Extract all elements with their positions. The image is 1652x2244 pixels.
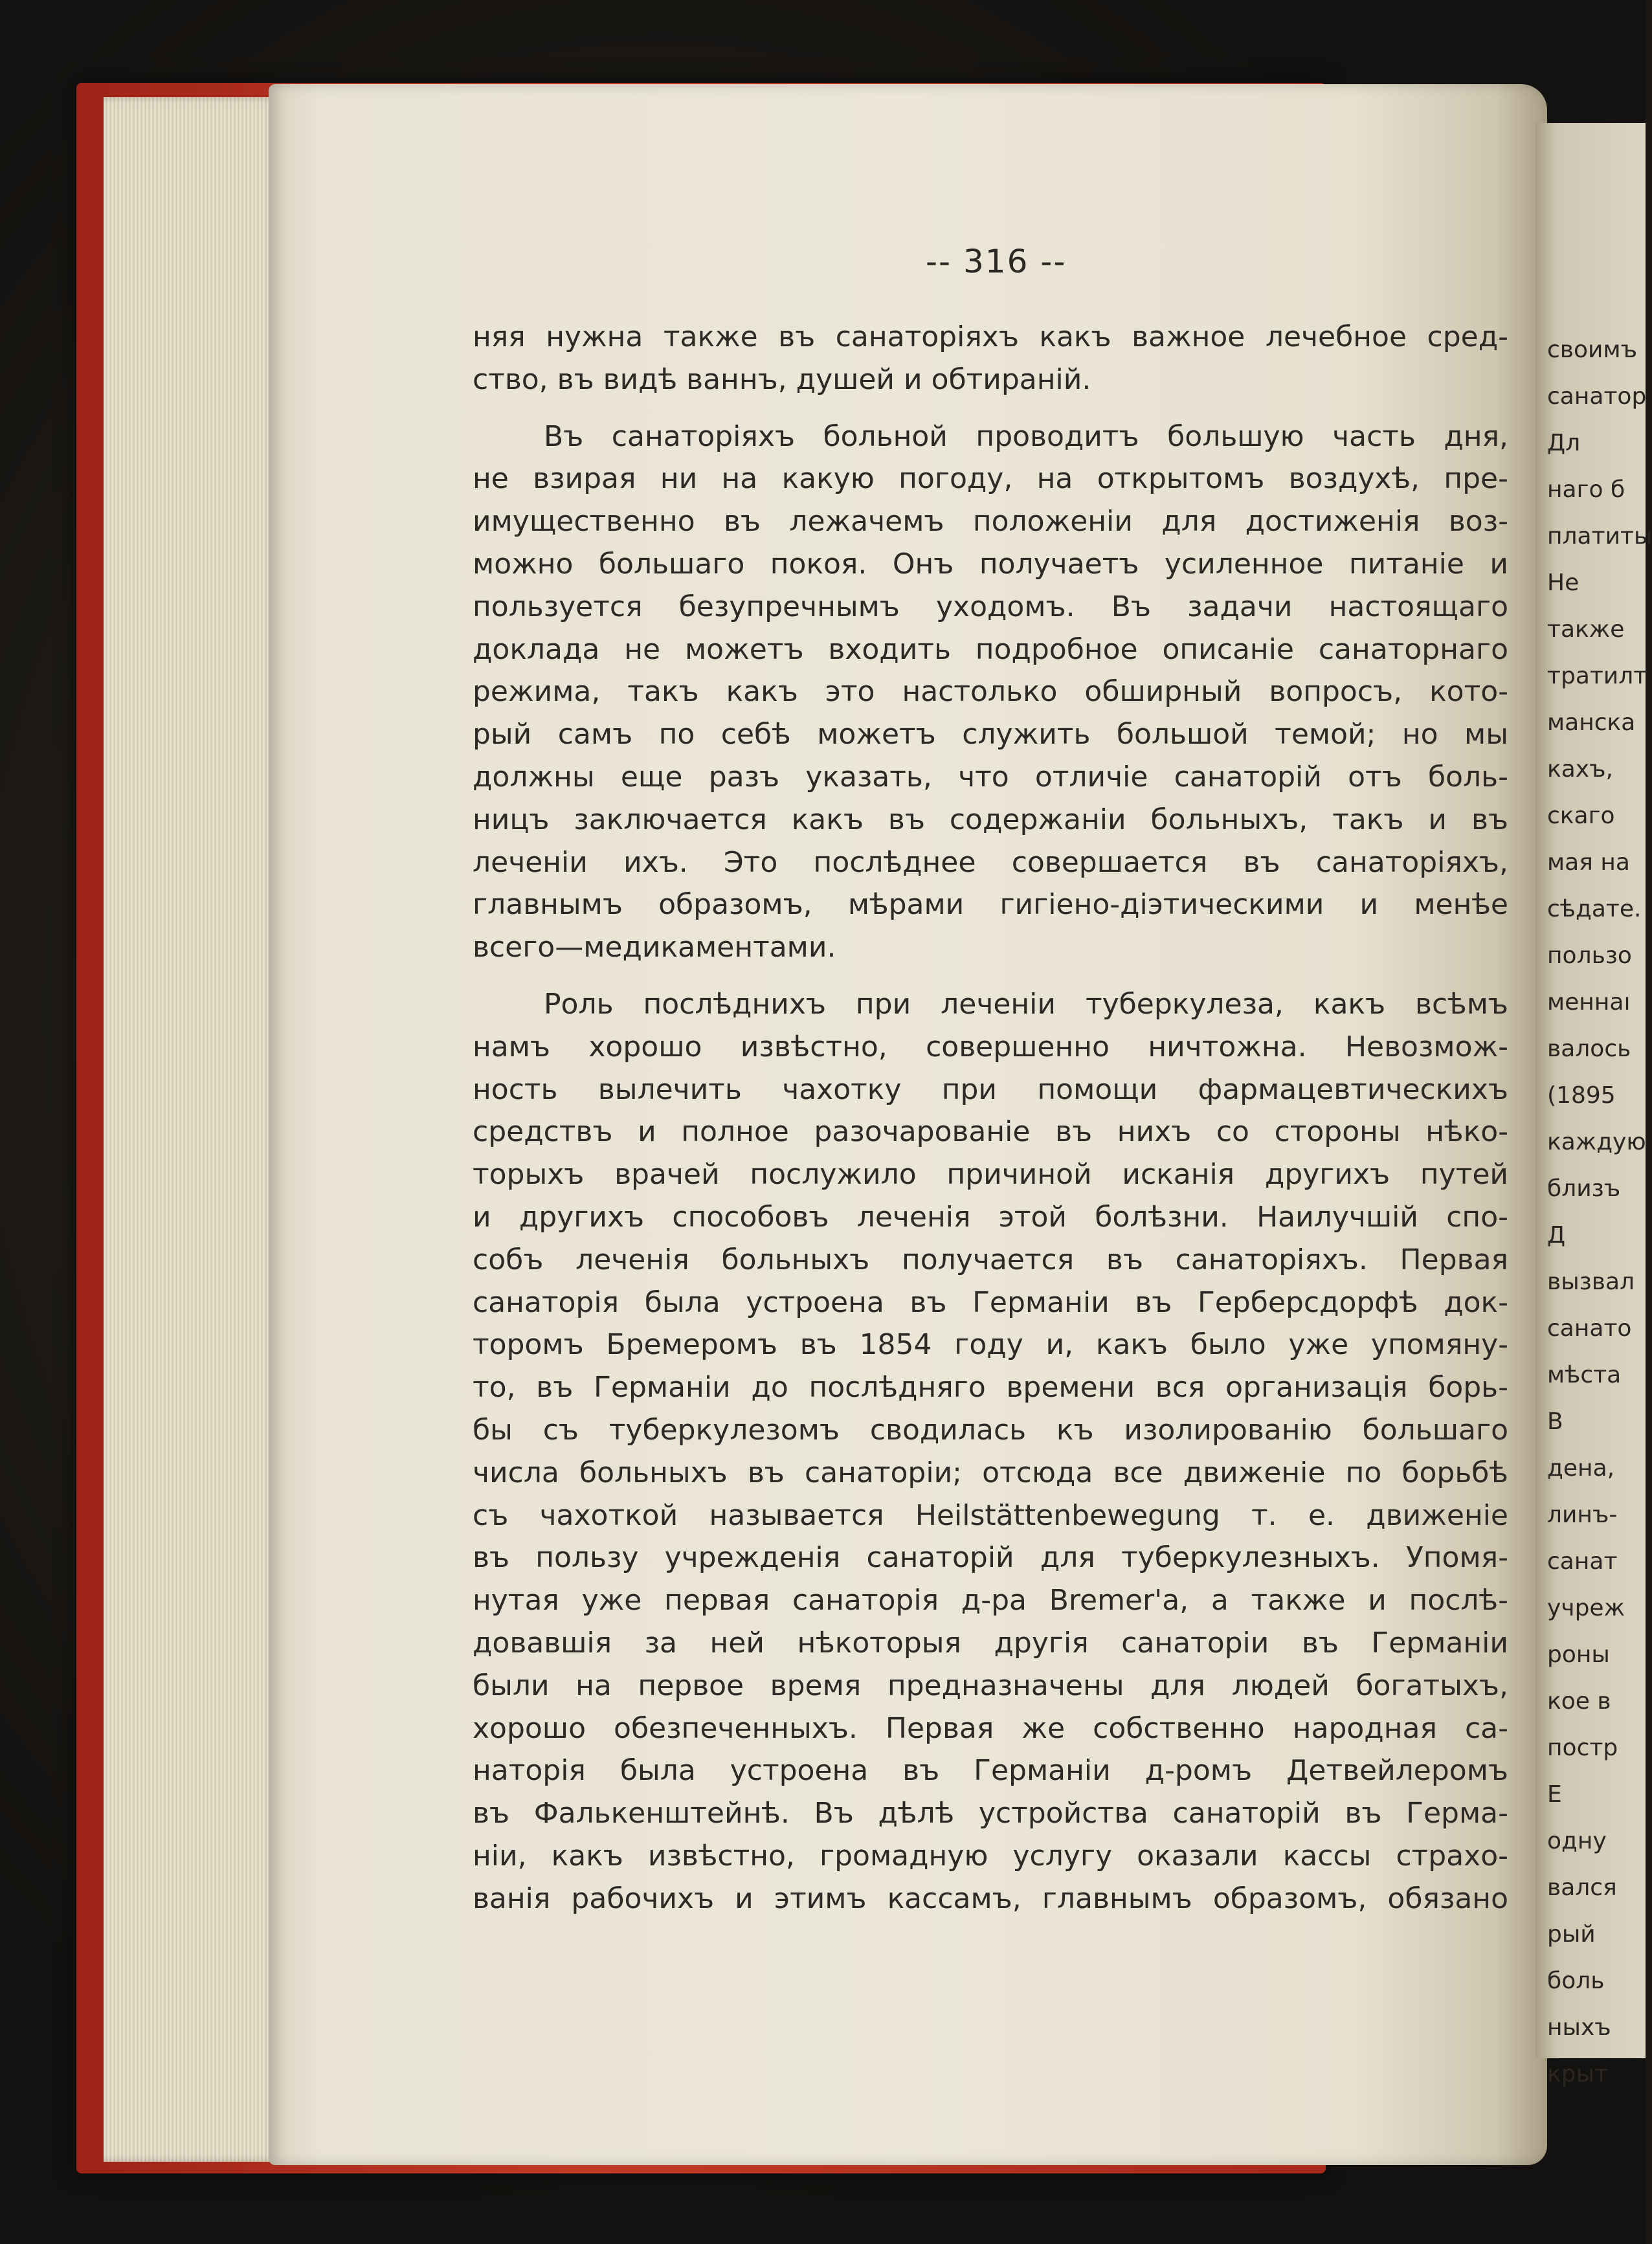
text-line: довавшія за ней нѣкоторыя другія санаторіи въ Германіи (473, 1626, 1508, 1660)
text-line: нутая уже первая санаторія д-ра Bremer'а, а также и послѣ- (473, 1584, 1508, 1617)
adjacent-page-text: вался (1547, 1874, 1617, 1901)
adjacent-page-text: рый (1547, 1921, 1596, 1948)
adjacent-page-text: пользо (1547, 942, 1632, 969)
adjacent-page-text: линъ- (1547, 1502, 1618, 1528)
adjacent-page-text: Дл (1547, 430, 1581, 456)
text-line: хорошо обезпеченныхъ. Первая же собственно народная са- (473, 1711, 1508, 1745)
text-line: ніи, какъ извѣстно, громадную услугу оказали кассы страхо- (473, 1839, 1508, 1872)
adjacent-page-text: санато (1547, 1315, 1632, 1342)
adjacent-page-text: тратилт (1547, 663, 1647, 689)
text-line: съ чахоткой называется Heilstättenbewegung т. е. движеніе (473, 1498, 1508, 1532)
text-line: собъ леченія больныхъ получается въ санаторіяхъ. Первая (473, 1243, 1508, 1276)
adjacent-page-text: Не (1547, 570, 1579, 596)
adjacent-page-text: крыт (1547, 2061, 1608, 2087)
adjacent-page-text: (1895 (1547, 1082, 1616, 1109)
text-line: средствъ и полное разочарованіе въ нихъ со стороны нѣко- (473, 1115, 1508, 1149)
text-line: въ пользу учрежденія санаторій для туберкулезныхъ. Упомя- (473, 1541, 1508, 1575)
page-stack-edges (104, 97, 278, 2162)
adjacent-page-text: роны (1547, 1641, 1610, 1668)
adjacent-page-text: Д (1547, 1222, 1566, 1249)
text-line: леченіи ихъ. Это послѣднее совершается въ санаторіяхъ, (473, 845, 1508, 879)
text-line: были на первое время предназначены для людей богатыхъ, (473, 1669, 1508, 1702)
text-line: числа больныхъ въ санаторіи; отсюда все движеніе по борьбѣ (473, 1456, 1508, 1489)
adjacent-page-text: ныхъ (1547, 2014, 1611, 2041)
adjacent-page-text: боль (1547, 1968, 1605, 1994)
adjacent-page-text: валось (1547, 1036, 1631, 1062)
text-line: торыхъ врачей послужило причиной исканія другихъ путей (473, 1158, 1508, 1192)
adjacent-page-text: сѣдате. (1547, 896, 1642, 922)
text-line: имущественно въ лежачемъ положеніи для достиженія воз- (473, 505, 1508, 539)
adjacent-page-text: мѣста (1547, 1362, 1622, 1388)
text-line: всего—медикаментами. (473, 931, 836, 964)
text-line: ницъ заключается какъ въ содержаніи больныхъ, такъ и въ (473, 803, 1508, 836)
adjacent-page-text: близъ (1547, 1175, 1621, 1202)
text-line: главнымъ образомъ, мѣрами гигіено-діэтическими и менѣе (473, 888, 1508, 922)
text-line: санаторія была устроена въ Германіи въ Герберсдорфѣ док- (473, 1285, 1508, 1319)
text-line: Роль послѣднихъ при леченіи туберкулеза, какъ всѣмъ (544, 987, 1508, 1021)
text-line: намъ хорошо извѣстно, совершенно ничтожна. Невозмож- (473, 1030, 1508, 1063)
text-line: и другихъ способовъ леченія этой болѣзни. Наилучшій спо- (473, 1200, 1508, 1234)
adjacent-page-text: санат (1547, 1548, 1618, 1575)
adjacent-page-text: платиты (1547, 523, 1652, 550)
adjacent-page-text: манска (1547, 709, 1636, 736)
text-line: наторія была устроена въ Германіи д-ромъ Детвейлеромъ (473, 1754, 1508, 1788)
text-line: рый самъ по себѣ можетъ служить большой темой; но мы (473, 718, 1508, 751)
adjacent-page-text: Е (1547, 1781, 1562, 1808)
text-line: ство, въ видѣ ваннъ, душей и обтираній. (473, 362, 1091, 396)
text-line: бы съ туберкулезомъ сводилась къ изолированію большаго (473, 1413, 1508, 1447)
adjacent-page-text: вызвал (1547, 1269, 1635, 1295)
text-line: доклада не можетъ входить подробное описаніе санаторнаго (473, 632, 1508, 666)
adjacent-page-text: дена, (1547, 1455, 1615, 1482)
text-line: торомъ Бремеромъ въ 1854 году и, какъ было уже упомяну- (473, 1328, 1508, 1362)
adjacent-page-fragment (1535, 123, 1652, 2087)
adjacent-page-text: В (1547, 1408, 1563, 1435)
adjacent-page-text: постр (1547, 1735, 1618, 1761)
text-line: не взирая ни на какую погоду, на открытомъ воздухѣ, пре- (473, 462, 1508, 496)
body-text (473, 316, 1508, 1920)
adjacent-page-text: каждую (1547, 1129, 1646, 1155)
text-line: ность вылечить чахотку при помощи фармацевтическихъ (473, 1072, 1508, 1106)
text-line: няя нужна также въ санаторіяхъ какъ важное лечебное сред- (473, 320, 1508, 353)
text-line: ванія рабочихъ и этимъ кассамъ, главнымъ образомъ, обязано (473, 1882, 1508, 1915)
adjacent-page-text: наго б (1547, 476, 1625, 503)
text-line: должны еще разъ указать, что отличіе санаторій отъ боль- (473, 760, 1508, 794)
paragraph-gap (473, 401, 1508, 416)
adjacent-page-text: также (1547, 616, 1625, 643)
adjacent-page-text: кое в (1547, 1688, 1611, 1715)
adjacent-page-text: кахъ, (1547, 756, 1613, 783)
text-line: то, въ Германіи до послѣдняго времени вся организація борь- (473, 1371, 1508, 1405)
text-line: можно большаго покоя. Онъ получаетъ усиленное питаніе и (473, 547, 1508, 581)
text-line: режима, такъ какъ это настолько обширный вопросъ, кото- (473, 675, 1508, 709)
paragraph-gap (473, 969, 1508, 983)
adjacent-page-text: меннаı (1547, 989, 1631, 1016)
text-line: пользуется безупречнымъ уходомъ. Въ задачи настоящаго (473, 590, 1508, 623)
adjacent-page-text: учреж (1547, 1595, 1625, 1621)
adjacent-page-text: санатор (1547, 383, 1647, 410)
adjacent-page-text: одну (1547, 1828, 1607, 1854)
adjacent-page-text: своимъ (1547, 337, 1638, 363)
text-line: въ Фалькенштейнѣ. Въ дѣлѣ устройства санаторій въ Герма- (473, 1797, 1508, 1830)
adjacent-page-text: скаго (1547, 803, 1615, 829)
page-number: -- 316 -- (926, 243, 1067, 280)
adjacent-page-text: мая на (1547, 849, 1630, 876)
text-line: Въ санаторіяхъ больной проводитъ большую часть дня, (544, 419, 1508, 453)
